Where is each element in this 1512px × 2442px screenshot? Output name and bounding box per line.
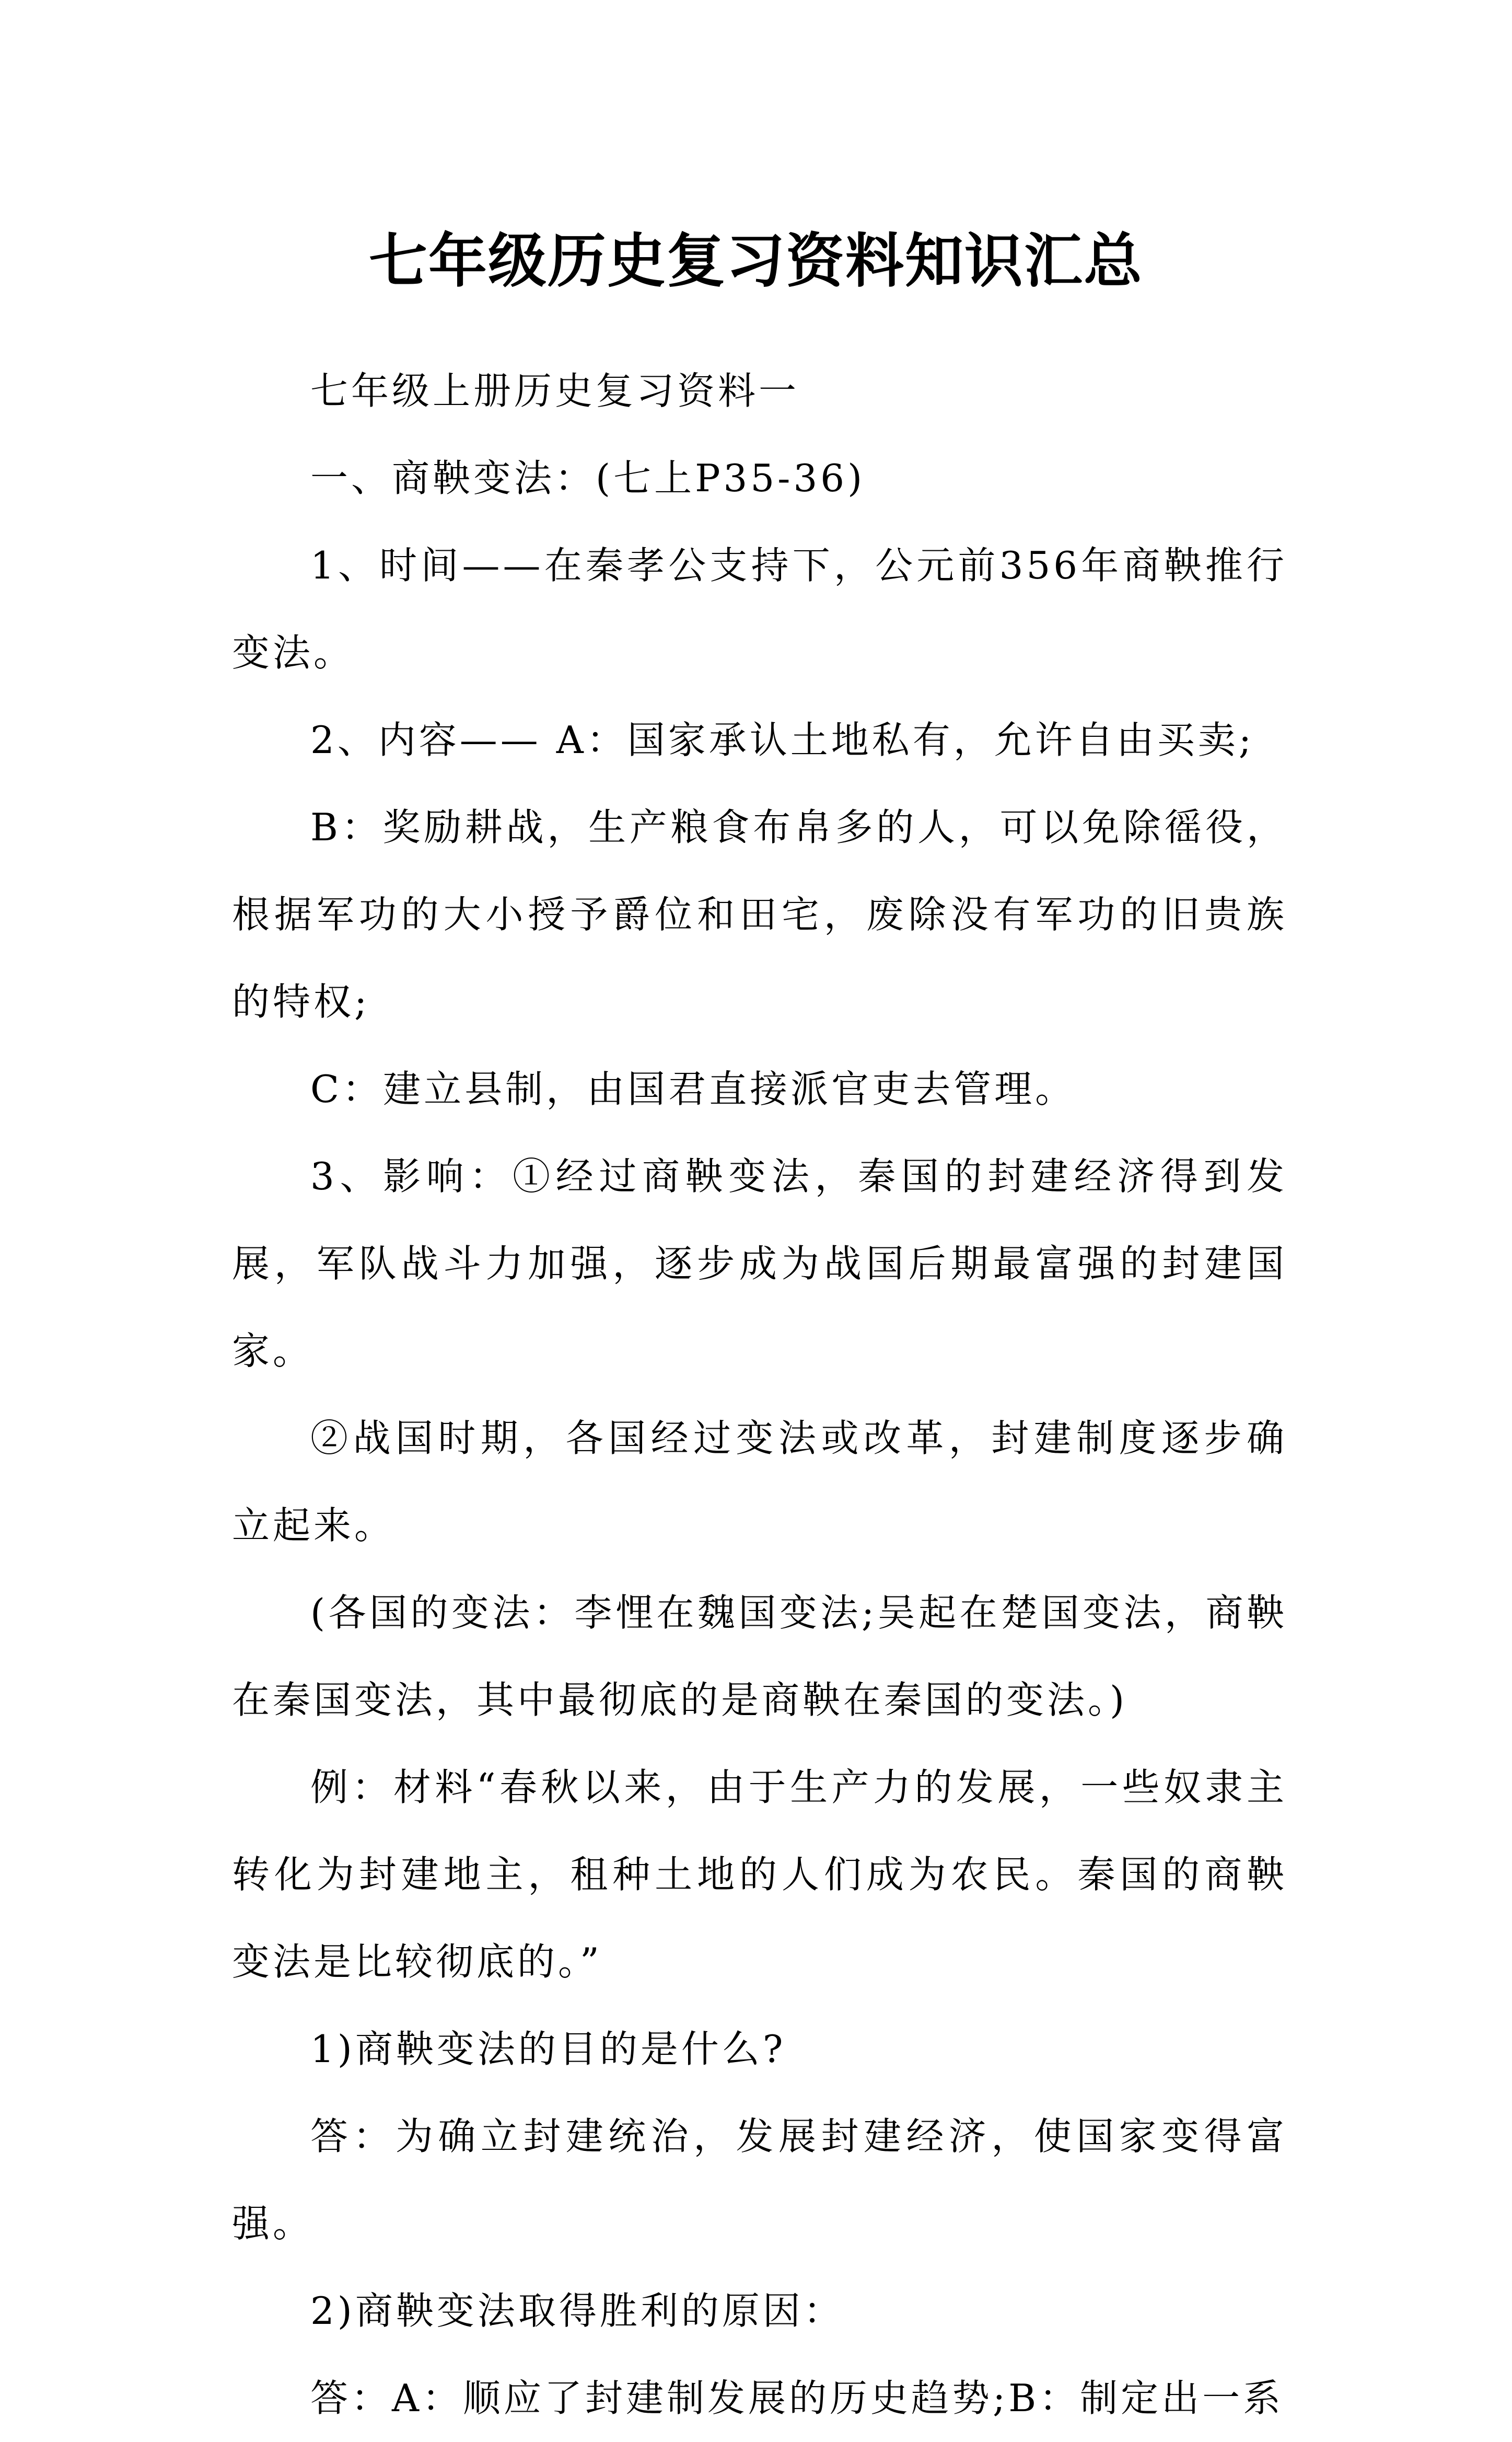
paragraph: 2、内容—— A：国家承认土地私有，允许自由买卖; <box>310 718 1254 762</box>
paragraph: C：建立县制，由国君直接派官吏去管理。 <box>310 1067 1076 1111</box>
document-title: 七年级历史复习资料知识汇总 <box>369 227 1143 296</box>
paragraph: 1)商鞅变法的目的是什么? <box>310 2027 786 2071</box>
paragraph: 答：A：顺应了封建制发展的历史趋势;B：制定出一系 <box>310 2376 1284 2420</box>
paragraph: ②战国时期，各国经过变法或改革，封建制度逐步确立起来。 <box>232 1416 1287 1547</box>
paragraph: 一、商鞅变法：(七上P35-36) <box>310 456 866 500</box>
paragraph: 答：为确立封建统治，发展封建经济，使国家变得富强。 <box>232 2114 1287 2246</box>
paragraph: 七年级上册历史复习资料一 <box>310 369 800 413</box>
paragraph: 3、影响：①经过商鞅变法，秦国的封建经济得到发展，军队战斗力加强，逐步成为战国后期最富强的封建国家。 <box>232 1154 1287 1373</box>
document-body <box>232 348 1287 2442</box>
paragraph: (各国的变法：李悝在魏国变法;吴起在楚国变法，商鞅在秦国变法，其中最彻底的是商鞅在秦国的变法。) <box>232 1591 1287 1722</box>
paragraph: 1、时间——在秦孝公支持下，公元前356年商鞅推行变法。 <box>232 543 1287 675</box>
paragraph: B：奖励耕战，生产粮食布帛多的人，可以免除徭役，根据军功的大小授予爵位和田宅，废除没有军功的旧贵族的特权; <box>232 805 1287 1024</box>
paragraph: 2)商鞅变法取得胜利的原因： <box>310 2289 844 2333</box>
paragraph: 例：材料“春秋以来，由于生产力的发展，一些奴隶主转化为封建地主，租种土地的人们成为农民。秦国的商鞅变法是比较彻底的。” <box>232 1765 1287 1984</box>
